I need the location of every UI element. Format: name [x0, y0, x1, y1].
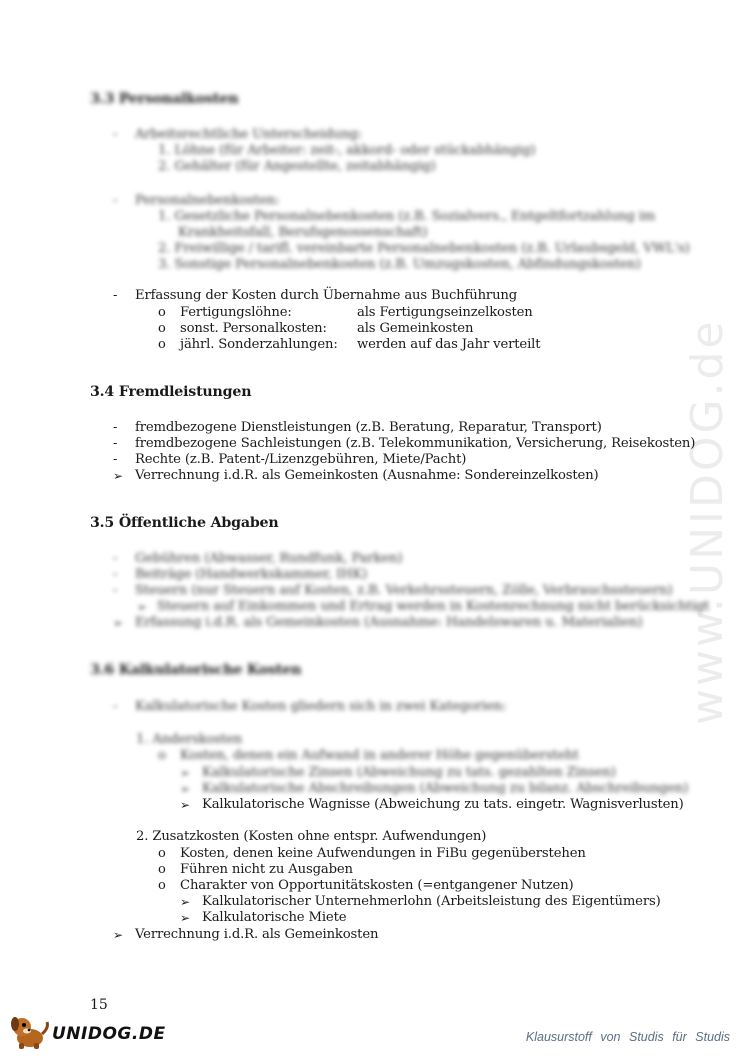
list-item: 2. Gehälter (für Angestellte, zeitabhängig): [158, 159, 436, 174]
list-item: Kalkulatorische Wagnisse (Abweichung zu tats. eingetr. Wagnisverlusten): [202, 797, 684, 812]
dash-bullet: -: [113, 567, 118, 582]
table-cell: jährl. Sonderzahlungen:: [180, 337, 338, 352]
arrow-bullet-icon: ➢: [180, 895, 190, 909]
circle-bullet: o: [158, 321, 166, 336]
list-item: Charakter von Opportunitätskosten (=entgangener Nutzen): [180, 878, 574, 893]
arrow-bullet-icon: ➢: [180, 782, 190, 796]
circle-bullet: o: [158, 748, 166, 763]
circle-bullet: o: [158, 846, 166, 861]
dash-bullet: -: [113, 288, 118, 303]
arrow-bullet-icon: ➢: [113, 616, 123, 630]
circle-bullet: o: [158, 878, 166, 893]
arrow-bullet-icon: ➢: [137, 600, 147, 614]
list-item: Verrechnung i.d.R. als Gemeinkosten: [135, 927, 379, 942]
list-item: 2. Zusatzkosten (Kosten ohne entspr. Aufwendungen): [136, 829, 487, 844]
list-item: Arbeitsrechtliche Unterscheidung:: [135, 127, 363, 142]
arrow-bullet-icon: ➢: [113, 928, 123, 942]
circle-bullet: o: [158, 337, 166, 352]
dash-bullet: -: [113, 583, 118, 598]
list-item: fremdbezogene Sachleistungen (z.B. Telekommunikation, Versicherung, Reisekosten): [135, 436, 696, 451]
list-item: 2. Freiwillige / tarifl. vereinbarte Personalnebenkosten (z.B. Urlaubsgeld, VWL's): [158, 241, 690, 256]
section-heading-3-4: 3.4 Fremdleistungen: [90, 384, 252, 400]
circle-bullet: o: [158, 305, 166, 320]
section-heading-3-6: 3.6 Kalkulatorische Kosten: [90, 662, 302, 678]
page-number: 15: [90, 997, 108, 1013]
table-cell: als Fertigungseinzelkosten: [357, 305, 533, 320]
dash-bullet: -: [113, 127, 118, 142]
table-cell: werden auf das Jahr verteilt: [357, 337, 541, 352]
table-cell: als Gemeinkosten: [357, 321, 474, 336]
arrow-bullet-icon: ➢: [180, 766, 190, 780]
dash-bullet: -: [113, 193, 118, 208]
list-item: Erfassung i.d.R. als Gemeinkosten (Ausnahme: Handelswaren u. Materialien): [135, 615, 643, 630]
list-item: Verrechnung i.d.R. als Gemeinkosten (Ausnahme: Sondereinzelkosten): [135, 468, 599, 483]
arrow-bullet-icon: ➢: [180, 798, 190, 812]
list-item: Kalkulatorischer Unternehmerlohn (Arbeitsleistung des Eigentümers): [202, 894, 661, 909]
list-item: Krankheitsfall, Berufsgenossenschaft): [178, 225, 428, 240]
list-item: Kalkulatorische Abschreibungen (Abweichung zu bilanz. Abschreibungen): [202, 781, 689, 796]
list-item: 1. Löhne (für Arbeiter: zeit-, akkord- oder stückabhängig): [158, 143, 536, 158]
list-item: Erfassung der Kosten durch Übernahme aus Buchführung: [135, 288, 518, 303]
section-heading-3-3: 3.3 Personalkosten: [90, 91, 239, 107]
section-heading-3-5: 3.5 Öffentliche Abgaben: [90, 515, 279, 531]
list-item: Steuern auf Einkommen und Ertrag werden in Kostenrechnung nicht berücksichtigt: [157, 599, 710, 614]
list-item: Kalkulatorische Miete: [202, 910, 347, 925]
dash-bullet: -: [113, 551, 118, 566]
list-item: Kosten, denen keine Aufwendungen in FiBu gegenüberstehen: [180, 846, 586, 861]
list-item: fremdbezogene Dienstleistungen (z.B. Beratung, Reparatur, Transport): [135, 420, 602, 435]
list-item: Steuern (nur Steuern auf Kosten, z.B. Verkehrssteuern, Zölle, Verbrauchssteuern): [135, 583, 673, 598]
watermark: www.UNIDOG.de: [682, 318, 733, 725]
unidog-logo: [6, 1012, 166, 1050]
dog-mascot-icon: [6, 1012, 52, 1050]
circle-bullet: o: [158, 862, 166, 877]
list-item: Personalnebenkosten:: [135, 193, 280, 208]
list-item: Kalkulatorische Zinsen (Abweichung zu tats. gezahlten Zinsen): [202, 765, 616, 780]
logo-text: UNIDOG.DE: [52, 1024, 166, 1044]
arrow-bullet-icon: ➢: [180, 911, 190, 925]
arrow-bullet-icon: ➢: [113, 469, 123, 483]
footer-tagline: Klausurstoff von Studis für Studis: [525, 1030, 730, 1044]
dash-bullet: -: [113, 699, 118, 714]
list-item: Beiträge (Handwerkskammer, IHK): [135, 567, 368, 582]
list-item: Rechte (z.B. Patent-/Lizenzgebühren, Miete/Pacht): [135, 452, 467, 467]
list-item: 1. Anderskosten: [136, 732, 243, 747]
dash-bullet: -: [113, 436, 118, 451]
table-cell: Fertigungslöhne:: [180, 305, 292, 320]
table-cell: sonst. Personalkosten:: [180, 321, 327, 336]
dash-bullet: -: [113, 452, 118, 467]
list-item: Kosten, denen ein Aufwand in anderer Höhe gegenübersteht: [180, 748, 579, 763]
list-item: Gebühren (Abwasser, Rundfunk, Parken): [135, 551, 403, 566]
list-item: Führen nicht zu Ausgaben: [180, 862, 353, 877]
list-item: 1. Gesetzliche Personalnebenkosten (z.B. Sozialvers., Entgeltfortzahlung im: [158, 209, 656, 224]
dash-bullet: -: [113, 420, 118, 435]
list-item: Kalkulatorische Kosten gliedern sich in zwei Kategorien:: [135, 699, 507, 714]
list-item: 3. Sonstige Personalnebenkosten (z.B. Umzugskosten, Abfindungskosten): [158, 257, 641, 272]
